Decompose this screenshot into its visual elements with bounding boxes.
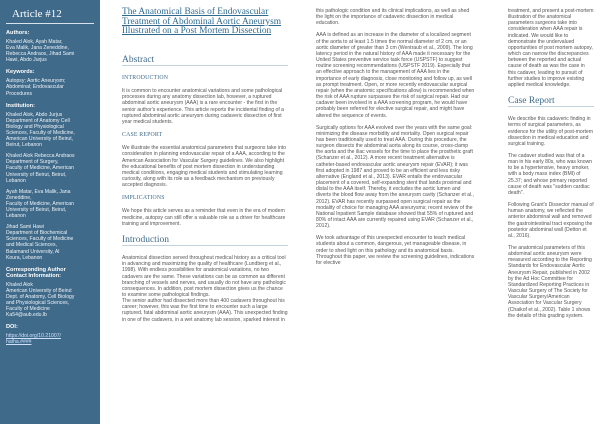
col3-paragraph-2: We describe this cadaveric finding in terms of surgical parameters, as evidence for the utility of post-mortem dissection in medical education and surgical training.: [508, 116, 593, 147]
col3-paragraph-1: treatment, and present a post-mortem illustration of the anatomical parameters surgeons take into consideration when AAA repair is indicated. We would like to demonstrate the undervalued opportunities of post mortem autopsy, which can narrow the discrepancies between the reported and actual cause of death as was the case in this cadaver, leading to pursuit of further studies to improve existing applied medical knowledge.: [508, 8, 594, 88]
contact-text: Khaled Alok American University of Beirut Dept. of Anatomy, Cell Biology and Physiological Sciences, Faculty of Medicine Ka54@aub.edu.lb: [6, 281, 75, 319]
institution-1: Khaled Alok, Abdo Jurjus Department of Anatomy Cell Biology and Physiological Sciences, Faculty of Medicine, American University of Beirut, Beirut, Lebanon: [6, 111, 75, 149]
abstract-introduction-text: It is common to encounter anatomical variations and some pathological processes during any anatomy dissection lab, however, a ruptured abdominal aortic aneurysm (AAA) is a rare encounter - the first in the senior author's experience. This article reports the incidental finding of a ruptured abdominal aortic aneurysm during cadaveric dissection of first year medical students.: [122, 88, 284, 125]
keywords-heading: Keywords:: [6, 69, 35, 76]
col3-paragraph-3: The cadaver studied was that of a man in his early 80s, who was known to be a hypertensive, heavy smoker, with a body mass index (BMI) of 25.37; and whose primary reported cause of death was "sudden cardiac death".: [508, 152, 593, 196]
institution-4: Jihad Sami Hawi Department of Biochemical Sciences, Faculty of Medicine and Medical Sciences, Balamand University, Al Koura, Lebanon: [6, 224, 74, 261]
abstract-implications-text: We hope this article serves as a reminder that even in the era of modern medicine, autopsy can still offer a valuable role as a driver for healthcare training and improvement.: [122, 208, 286, 227]
doi-link[interactable]: https://doi.org/10.21007/ hatha.####: [6, 333, 61, 346]
author-info-sidebar: [0, 0, 100, 424]
introduction-body: Anatomical dissection served throughout medical history as a critical tool in advancing and maximizing the quality of healthcare (Lundberg et al., 1998). With endless possibilities for anatomical variations, no two cadavers are the same. These variations can be as common as different branching of vessels and nerves, and usually do not have any pathologic consequences. In addition, post mortem dissection gives us the chance to examine some pathological findings. The senior author had dissected more than 400 cadavers throughout his career; however, this was the first time to encounter such a large ruptured, fatal abdominal aortic aneurysm (AAA). This unexpected finding in one of the cadavers, in a wet anatomy lab session, sparked interest in: [122, 255, 288, 323]
column-3: [508, 8, 594, 325]
col3-paragraph-5: The anatomical parameters of this abdominal aortic aneurysm were measured according to the Reporting Standards for Endovascular Aortic Aneurysm Repair, published in 2002 by the Ad Hoc Committee for Standardized Reporting Practices in Vascular Surgery of The Society for Vascular Surgery/American Association for Vascular Surgery (Chaikof et al., 2002). Table 1 shows the details of this grading system.: [508, 245, 592, 319]
abstract-case-report-text: We illustrate the essential anatomical parameters that surgeons take into consideration in planning endovascular repair of a AAA, according to the American Association for Vascular Surgery guidelines. We also highlight the educational benefits of post mortem dissection in understanding medical conditions, engaging medical students and stimulating learning curiosity, along with its role as a feedback mechanism on previously accepted diagnosis.: [122, 145, 287, 189]
abstract-implications-label: IMPLICATIONS: [122, 195, 165, 202]
article-number: Article #12: [6, 4, 94, 24]
col2-paragraph-2: AAA is defined as an increase in the diameter of a localized segment of the aorta to at least 1.5 times the normal diameter of 2 cm, or an aortic diameter of greater than 3 cm (Wentraub et al., 2009). The long latency period in the natural history of AAA made it necessary for the United States preventive service task force (USPSTF) to suggest routine screening recommendations (USPSTF 2019). Especially that an effective approach to the management of AAA lies in the importance of early diagnosis, close monitoring and follow up, as well as prompt treatment. Open, or more recently endovascular surgical repair (when the anatomic specifications allow) is recommended when the risk of AAA rupture surpasses the risk of surgical repair. Had our cadaver been involved in a AAA screening program, he would have probably been referred for elective surgical repair, and might have altered the sequence of events.: [316, 32, 475, 119]
abstract-heading: Abstract: [122, 57, 288, 66]
case-report-heading: Case Report: [508, 98, 594, 107]
contact-heading: Corresponding Author Contact Information:: [6, 266, 66, 279]
column-1: [122, 8, 288, 329]
keywords-text: Autopsy; Aortic Aneurysm; Abdominal; Endovascular Procedures: [6, 78, 66, 97]
doi-heading: DOI:: [6, 324, 18, 331]
column-2: [316, 8, 476, 272]
institution-heading: Institution:: [6, 102, 35, 109]
col2-paragraph-3: Surgically options for AAA evolved over the years with the same goal: minimizing the disease morbidity and mortality. Open surgical repair has been traditionally used to treat AAA. During this procedure, the surgeon dissects the abdominal aorta along its course, cross-clamp the aorta and the iliac vessels for the time to place the prosthetic graft (Schanzer et al., 2012). A more recent treatment alternative is catheter-based endovascular aortic aneurysm repair (EVAR); it was first adopted in 1987 and proved to be an efficient and less risky alternative (England et al., 2013). EVAR entails the endovascular placement of a covered, self-expanding stent that lands proximal and distal to the AAA itself. Thereby, it excludes the aortic lumen and diverts the blood flow away from the aneurysm cavity (Schanzer et al., 2012). EVAR has recently surpassed open surgical repair as the modality of choice for managing AAA aneurysms; recent review of the National Inpatient Sample database showed that 55% of ruptured and 80% of intact AAA are currently repaired using EVAR (Schanzer et al., 2012).: [316, 124, 474, 230]
abstract-introduction-label: INTRODUCTION: [122, 74, 169, 81]
article-title: The Anatomical Basis of Endovascular Treatment of Abdominal Aortic Aneurysm Illustrated on a Post Mortem Dissection: [122, 7, 282, 37]
col2-paragraph-1: this pathologic condition and its clinical implications, as well as shed the light on the importance of cadaveric dissection in medical education.: [316, 8, 470, 27]
authors-text: Khaled Alok, Ayah Matar, Eva Malik, Jana Zeneddine, Rebecca Andraos, Jihad Sami Hawi, Abdo Jurjus: [6, 39, 75, 64]
col2-paragraph-4: We took advantage of this unexpected encounter to teach medical students about a common, dangerous, yet manageable disease, in order to shed light on this pathology and its anatomical basis. Throughout this paper, we review the screening guidelines, indications for elective: [316, 235, 475, 266]
institution-3: Ayah Matar, Eva Malik, Jana Zeneddine, Faculty of Medicine, American University of Beirut, Beirut, Lebanon: [6, 188, 74, 220]
institution-2: Khaled Alok Rebecca Andraos Department of Surgery, Faculty of Medicine, American University of Beirut, Beirut, Lebanon: [6, 153, 75, 184]
abstract-case-report-label: CASE REPORT: [122, 132, 163, 139]
introduction-heading: Introduction: [122, 237, 288, 246]
col3-paragraph-4: Following Grant's Dissector manual of human anatomy, we reflected the anterior abdominal wall and removed the gastrointestinal tract exposing the posterior abdominal wall (Detton et al., 2016).: [508, 202, 594, 239]
authors-heading: Authors:: [6, 30, 30, 36]
